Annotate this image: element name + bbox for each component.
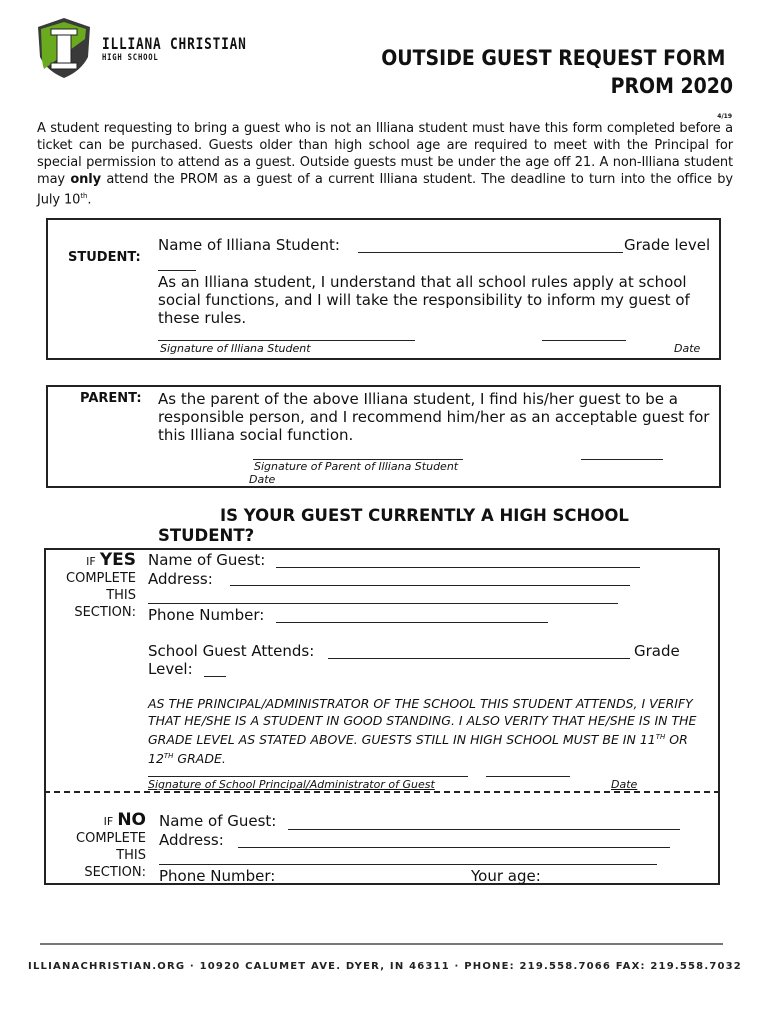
form-subtitle: PROM 2020 [610,74,733,98]
section-divider [44,791,720,793]
parent-date-field[interactable] [581,459,663,460]
yes-grade-field[interactable] [204,676,226,677]
no-guest-name-label: Name of Guest: [159,812,277,830]
footer-divider [40,943,723,945]
principal-date-label: Date [611,778,638,791]
no-address-field[interactable] [238,847,670,848]
student-signature-field[interactable] [158,340,415,341]
no-guest-name-field[interactable] [288,829,680,830]
principal-signature-field[interactable] [148,776,468,777]
principal-verification-text: AS THE PRINCIPAL/ADMINISTRATOR OF THE SCHOOL THIS STUDENT ATTENDS, I VERIFY THAT HE/SHE IS A STUDENT IN GOOD STANDING. I ALSO VERITY THAT HE/SHE IS IN THE GRADE LEVEL AS STATED ABOVE. GUESTS STILL IN HIGH SCHOOL MUST BE IN 11TH OR 12TH GRADE. [148,696,697,767]
form-title: OUTSIDE GUEST REQUEST FORM [380,46,725,70]
principal-signature-label: Signature of School Principal/Administrator of Guest [148,778,435,791]
no-age-label: Your age: [471,867,541,885]
yes-phone-field[interactable] [276,622,548,623]
yes-address-field-2[interactable] [148,603,618,604]
student-date-label: Date [674,342,701,355]
student-signature-label: Signature of Illiana Student [160,342,311,355]
footer-contact: ILLIANACHRISTIAN.ORG · 10920 CALUMET AVE. DYER, IN 46311 · PHONE: 219.558.7066 FAX: 219.558.7032 [28,961,742,972]
yes-guest-name-field[interactable] [276,567,640,568]
logo-school-name: ILLIANA CHRISTIAN [102,34,247,53]
no-address-label: Address: [159,831,224,849]
yes-school-label: School Guest Attends: [148,642,315,660]
student-date-field[interactable] [542,340,626,341]
no-section-instructions: IF NO COMPLETE THIS SECTION: [76,810,146,880]
yes-address-label: Address: [148,570,213,588]
yes-school-field[interactable] [328,658,630,659]
parent-date-label: Date [249,473,276,486]
intro-paragraph: A student requesting to bring a guest who is not an Illiana student must have this form completed before a ticket can be purchased. Guests older than high school age are required to meet with the Principal for special permission to attend as a guest. Outside guests must be under the age off 21. A non-Illiana student may only attend the PROM as a guest of a current Illiana student. The deadline to turn into the office by July 10th. [37,121,733,208]
no-phone-label: Phone Number: [159,867,276,885]
yes-section-instructions: IF YES COMPLETE THIS SECTION: [66,550,136,620]
parent-section [46,385,721,488]
school-logo-shield [36,17,92,83]
no-phone-field[interactable] [286,883,452,884]
no-age-field[interactable] [554,883,614,884]
student-label: STUDENT: [68,250,141,265]
student-name-field[interactable] [358,252,623,253]
parent-statement: As the parent of the above Illiana student, I find his/her guest to be a responsible person, and I recommend him/her as an acceptable guest for this Illiana social function. [158,390,710,444]
principal-date-field[interactable] [486,776,570,777]
student-grade-field[interactable] [158,270,196,271]
yes-phone-label: Phone Number: [148,606,265,624]
parent-signature-label: Signature of Parent of Illiana Student [254,460,459,473]
yes-guest-name-label: Name of Guest: [148,551,266,569]
parent-label: PARENT: [80,391,142,406]
yes-grade-label: Grade [634,642,680,660]
student-name-label: Name of Illiana Student: [158,236,340,254]
question-line1: IS YOUR GUEST CURRENTLY A HIGH SCHOOL [220,506,629,525]
logo-school-subname: HIGH SCHOOL [102,53,159,63]
guest-section [44,548,720,885]
no-address-field-2[interactable] [159,864,657,865]
yes-address-field[interactable] [230,585,630,586]
question-line2: STUDENT? [158,526,255,545]
revision-code: 4/19 [717,113,732,120]
student-grade-label: Grade level [624,236,711,254]
yes-level-label: Level: [148,660,193,678]
student-statement: As an Illiana student, I understand that all school rules apply at school social functions, and I will take the responsibility to inform my guest of these rules. [158,273,690,327]
student-section [46,218,721,360]
